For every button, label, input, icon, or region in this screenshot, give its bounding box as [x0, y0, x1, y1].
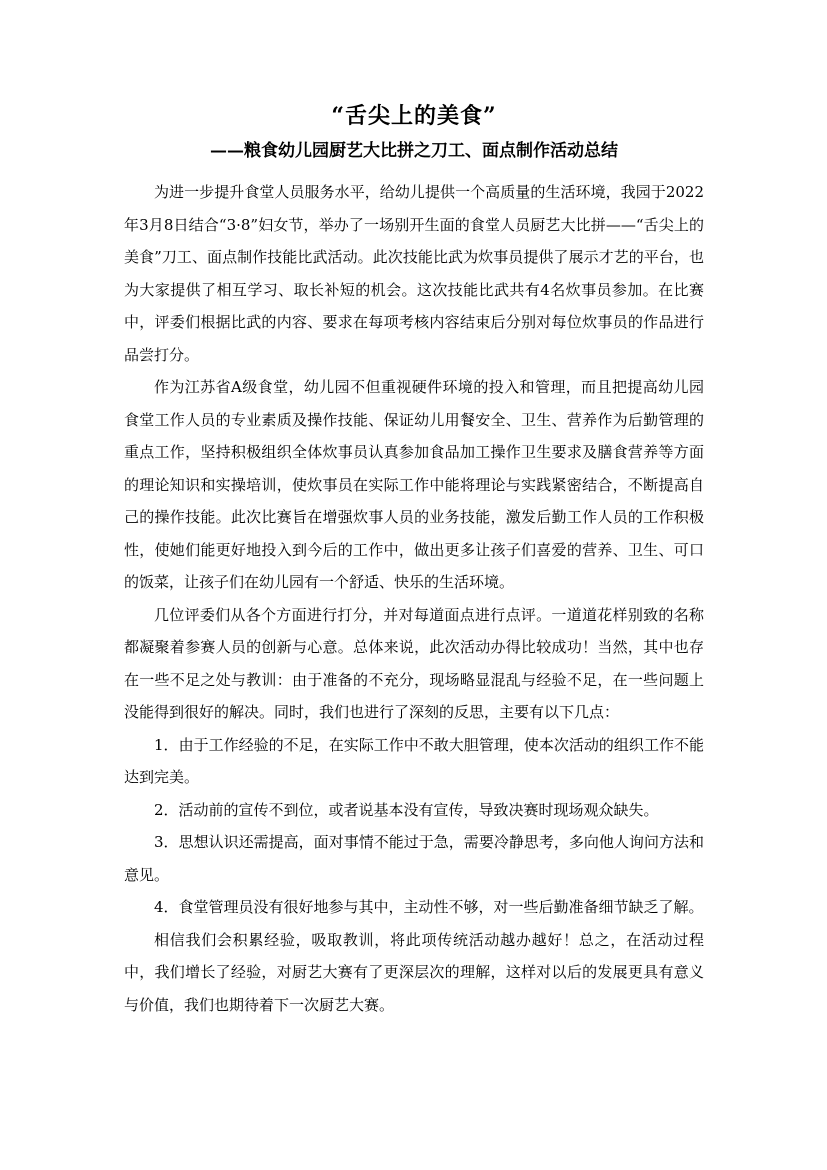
paragraph-background: 作为江苏省A级食堂，幼儿园不但重视硬件环境的投入和管理，而且把提高幼儿园食堂工作人员的专业素质及操作技能、保证幼儿用餐安全、卫生、营养作为后勤管理的重点工作，坚持积极组织全体炊事员认真参加食品加工操作卫生要求及膳食营养等方面的理论知识和实操培训，使炊事员在实际工作中能将理论与实践紧密结合，不断提高自己的操作技能。此次比赛旨在增强炊事人员的业务技能，激发后勤工作人员的工作积极性，使她们能更好地投入到今后的工作中，做出更多让孩子们喜爱的营养、卫生、可口的饭菜，让孩子们在幼儿园有一个舒适、快乐的生活环境。 — [124, 378, 704, 591]
paragraph-intro: 为进一步提升食堂人员服务水平，给幼儿提供一个高质量的生活环境，我园于2022年3月8日结合“3·8”妇女节，举办了一场别开生面的食堂人员厨艺大比拼——“舌尖上的美食”刀工、面点制作技能比武活动。此次技能比武为炊事员提供了展示才艺的平台，也为大家提供了相互学习、取长补短的机会。这次技能比武共有4名炊事员参加。在比赛中，评委们根据比武的内容、要求在每项考核内容结束后分别对每位炊事员的作品进行品尝打分。 — [124, 183, 704, 364]
paragraph-evaluation: 几位评委们从各个方面进行打分，并对每道面点进行点评。一道道花样别致的名称都凝聚着参赛人员的创新与心意。总体来说，此次活动办得比较成功！当然，其中也存在一些不足之处与教训：由于准备的不充分，现场略显混乱与经验不足，在一些问题上没能得到很好的解决。同时，我们也进行了深刻的反思，主要有以下几点： — [124, 605, 704, 721]
list-item-reflection-1: 1．由于工作经验的不足，在实际工作中不敢大胆管理，使本次活动的组织工作不能达到完美。 — [124, 735, 704, 786]
list-item-reflection-2: 2．活动前的宣传不到位，或者说基本没有宣传，导致决赛时现场观众缺失。 — [154, 800, 659, 819]
list-item-reflection-4: 4．食堂管理员没有很好地参与其中，主动性不够，对一些后勤准备细节缺乏了解。 — [154, 898, 704, 916]
document-title: “舌尖上的美食” — [331, 103, 497, 129]
paragraph-conclusion: 相信我们会积累经验，吸取教训，将此项传统活动越办越好！总之，在活动过程中，我们增长了经验，对厨艺大赛有了更深层次的理解，这样对以后的发展更具有意义与价值，我们也期待着下一次厨艺大赛。 — [124, 930, 704, 1014]
document-page — [124, 98, 704, 1021]
list-item-reflection-3: 3．思想认识还需提高，面对事情不能过于急，需要冷静思考，多向他人询问方法和意见。 — [124, 833, 704, 884]
document-subtitle: ——粮食幼儿园厨艺大比拼之刀工、面点制作活动总结 — [210, 141, 618, 161]
